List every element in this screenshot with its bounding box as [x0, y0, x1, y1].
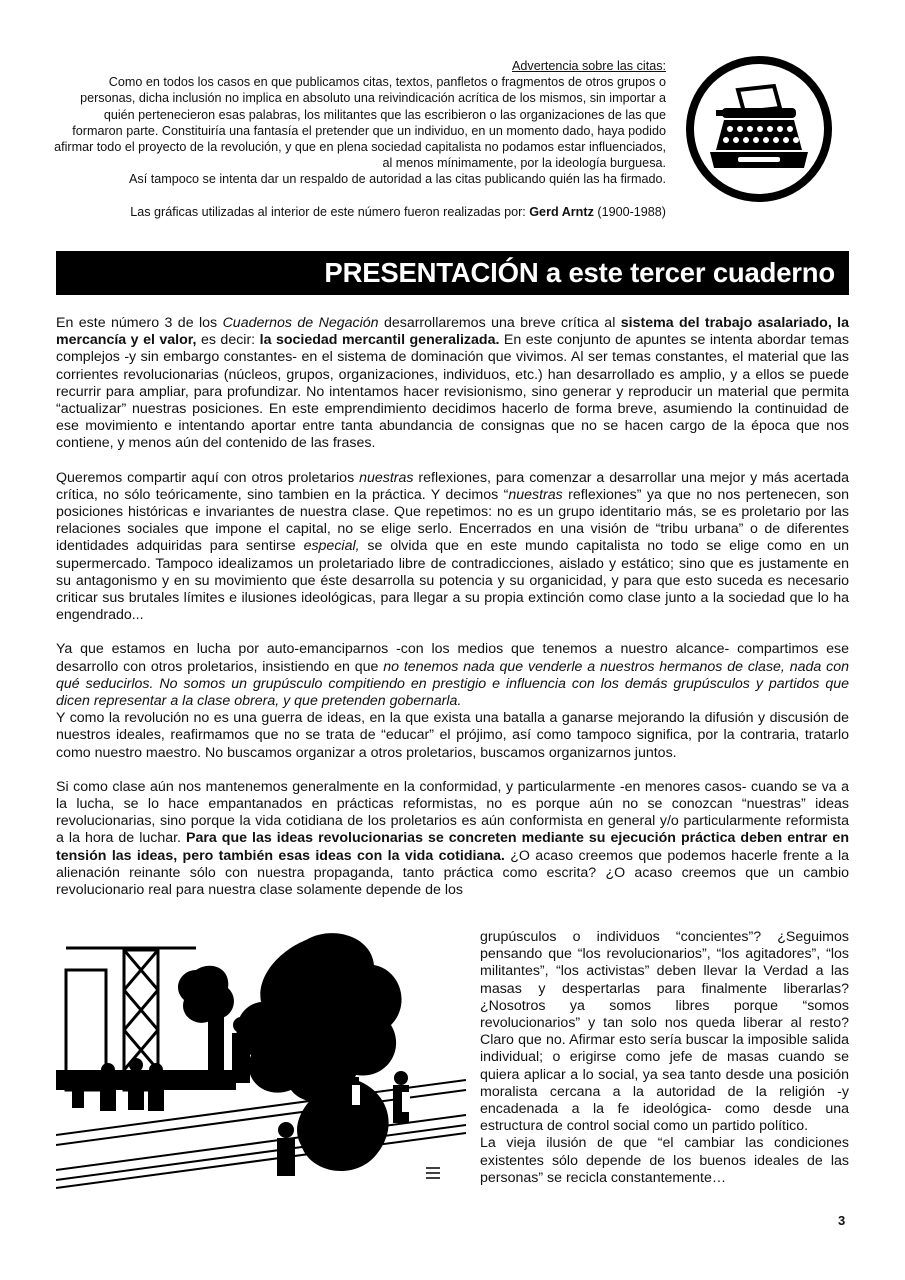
page-number: 3: [838, 1213, 846, 1228]
credit-artist: Gerd Arntz: [529, 204, 594, 219]
paragraph-1: En este número 3 de los Cuadernos de Negación desarrollaremos una breve crítica al sistema del trabajo asalariado, la mercancía y el valor, es decir: la sociedad mercantil generalizada. En este conjunto de apuntes se intenta abordar temas complejos -y sin embargo constantes- en el sistema de dominación que vivimos. Al ser temas constantes, el material que las corrientes revolucionarias (núcleos, grupos, organizaciones, individuos, etc.) han desarrollado es amplio, y a ellos se puede recurrir para ampliar, para profundizar. No intentamos hacer revisionismo, sino generar y reproducir un material que permita “actualizar” nuestras posiciones. En este emprendimiento decidimos hacerlo de forma breve, asumiendo la continuidad de ese movimiento e intentando aportar entre tanta abundancia de consignas que no se hacen cargo de la época que nos contiene, y menos aún del contenido de las frases.: [56, 315, 850, 452]
notice-text: Como en todos los casos en que publicamos citas, textos, panfletos o fragmentos de otros grupos o personas, dicha inclusión no implica en absoluto una reivindicación acrítica de los mismos, sin importar a quién pertenecieron esas palabras, los militantes que las escribieron o las organizaciones de las que formaron parte. Constituiría una fantasía el pretender que un individuo, en un momento dado, haya podido afirmar todo el proyecto de la revolución, y que en plena sociedad capitalista no podamos estar influenciados, al menos mínimamente, por la ideología burguesa.: [54, 75, 666, 171]
paragraph-3: Ya que estamos en lucha por auto-emanciparnos -con los medios que tenemos a nuestro alcance- compartimos ese desarrollo con otros proletarios, insistiendo en que no tenemos nada que venderle a nuestros hermanos de clase, nada con qué seducirlos. No somos un grupúsculo compitiendo en prestigio e influencia con los demás grupúsculos y partidos que dicen representar a la clase obrera, y que pretenden gobernarla.: [56, 641, 849, 710]
paragraph-4: Y como la revolución no es una guerra de ideas, en la que exista una batalla a ganarse mejorando la difusión y discusión de nuestros ideales, reafirmamos que no se trata de “educar” el prójimo, así como tampoco significa, por la contraria, tratarlo como nuestro maestro. No buscamos organizar a otros proletarios, buscamos organizarnos juntos.: [56, 710, 849, 761]
credit-prefix: Las gráficas utilizadas al interior de este número fueron realizadas por:: [130, 204, 530, 219]
notice-title: Advertencia sobre las citas:: [512, 59, 666, 73]
graphics-credit: [52, 204, 666, 220]
section-banner: [56, 251, 849, 295]
notice-text-2: Así tampoco se intenta dar un respaldo de autoridad a las citas publicando quién las ha firmado.: [129, 172, 666, 187]
column-paragraph-2: La vieja ilusión de que “el cambiar las condiciones existentes sólo depende de los buenos ideales de las personas” se recicla constantemente…: [480, 1135, 849, 1186]
paragraph-5: Si como clase aún nos mantenemos generalmente en la conformidad, y particularmente -en menores casos- cuando se va a la lucha, se lo hace empantanados en prácticas reformistas, no es porque aún no se conozcan “nuestras” ideas revolucionarias, sino porque la vida cotidiana de los proletarios es aún conformista en general y/o particularmente reformista a la hora de luchar. Para que las ideas revolucionarias se concreten mediante su ejecución práctica deben entrar en tensión las ideas, pero también esas ideas con la vida cotidiana. ¿O acaso creemos que podemos hacerle frente a la alienación reinante sólo con nuestra propaganda, tanto práctica como escrita? ¿O acaso creemos que un cambio revolucionario real para nuestra clase solamente depende de los: [56, 778, 850, 899]
factory-workers-illustration: [56, 930, 466, 1197]
section-title: PRESENTACIÓN a este tercer cuaderno: [324, 257, 835, 288]
paragraph-2: Queremos compartir aquí con otros proletarios nuestras reflexiones, para comenzar a desarrollar una mejor y más acertada crítica, no sólo teóricamente, sino tambien en la práctica. Y decimos “nuestras reflexiones” ya que no nos pertenecen, son posiciones históricas e invariantes de nuestra clase. Que repetimos: no es un grupo identitario más, se es proletario por las relaciones sociales que impone el capital, no se elige serlo. Encerrados en una visión de “tribu urbana” o de diferentes identidades adquiridas para sentirse especial, se olvida que en este mundo capitalista no todo se elige como en un supermercado. Tampoco idealizamos un proletariado libre de contradicciones, aislado y estático; sino que es justamente en su antagonismo y en su movimiento que éste desarrolla su potencia y su organicidad, y para que esto suceda es necesario criticar sus brutales límites e ilusiones ideológicas, para llegar a su propia extinción como clase junto a la sociedad que lo ha engendrado...: [56, 469, 850, 624]
right-column-text: [480, 929, 849, 1187]
credit-years: (1900-1988): [593, 204, 666, 219]
article-body: [56, 315, 849, 899]
column-paragraph-1: grupúsculos o individuos “concientes”? ¿Seguimos pensando que “los revolucionarios”, “los agitadores”, “los militantes”, “los activistas” deben llevar la Verdad a las masas y despertarlas para finalmente liberarlas? ¿Nosotros ya somos libres porque “somos revolucionarios” y tan solo nos queda liberar al resto? Claro que no. Afirmar esto sería buscar la imposible salida individual; o erigirse como jefe de masas cuando se quiera aplicar a lo social, ya sea tanto desde una posición moralista cercana a la autoridad de la religión -y encadenada a la fe ideológica- como desde una estructura de control social como un partido político.: [480, 929, 849, 1135]
quotes-notice: [52, 58, 666, 220]
typewriter-icon: [686, 56, 832, 202]
